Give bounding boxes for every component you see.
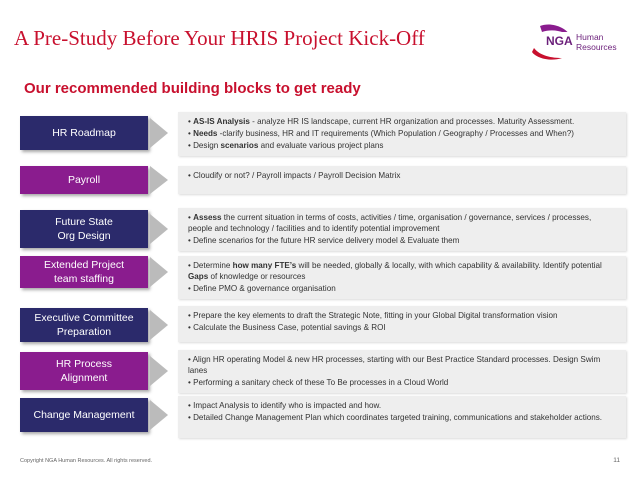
page-number: 11 [613, 457, 620, 464]
bullet-keyword: Gaps [188, 272, 209, 281]
description-bullet [188, 354, 616, 376]
nga-logo [526, 22, 626, 62]
chevron-right-icon [150, 214, 168, 244]
block-label-line: Alignment [60, 372, 108, 384]
logo-subtitle-line1: Human [576, 32, 604, 42]
description-bullet [188, 310, 616, 321]
block-label-box [20, 308, 148, 342]
block-label-line: HR Process [55, 358, 112, 370]
bullet-text: • Detailed Change Management Plan which coordinates targeted training, communications and stakeholder actions. [188, 413, 603, 422]
chevron-right-icon [150, 356, 168, 386]
logo-subtitle-line2: Resources [576, 42, 617, 52]
chevron-right-icon [150, 166, 168, 194]
bullet-text: • Determine [188, 261, 233, 270]
block-description [178, 350, 626, 393]
bullet-text: and evaluate various project plans [258, 141, 384, 150]
chevron-right-icon [150, 257, 168, 287]
description-bullet [188, 116, 616, 127]
block-description [178, 166, 626, 194]
block-label-box [20, 352, 148, 390]
bullet-text: the current situation in terms of costs, activities / time, organisation / governance, services / processes, people and technology / facilities and to identify potential improvement [188, 213, 592, 233]
bullet-text: • Calculate the Business Case, potential savings & ROI [188, 323, 386, 332]
bullet-text: • Define PMO & governance organisation [188, 284, 336, 293]
bullet-keyword: how many FTE’s [232, 261, 297, 270]
page-title: A Pre-Study Before Your HRIS Project Kick-Off [14, 26, 425, 50]
block-label-line: Future State [55, 216, 113, 228]
description-bullet [188, 235, 616, 246]
bullet-text: -clarify business, HR and IT requirements (Which Population / Geography / Processes and When?) [217, 129, 574, 138]
bullet-text: • Cloudify or not? / Payroll impacts / Payroll Decision Matrix [188, 171, 401, 180]
description-bullet [188, 128, 616, 139]
section-subtitle: Our recommended building blocks to get ready [24, 80, 361, 97]
description-bullet [188, 377, 616, 388]
bullet-text: of knowledge or resources [208, 272, 306, 281]
bullet-keyword: scenarios [220, 141, 259, 150]
description-bullet [188, 170, 616, 181]
bullet-text: will be needed, globally & locally, with which capability & availability. Identify potential [296, 261, 602, 270]
bullet-text: • [188, 129, 194, 138]
block-description [178, 396, 626, 438]
bullet-keyword: AS-IS Analysis [193, 117, 250, 126]
bullet-text: • Prepare the key elements to draft the Strategic Note, fitting in your Global Digital transformation vision [188, 311, 558, 320]
copyright-footer: Copyright NGA Human Resources. All rights reserved. [20, 458, 153, 464]
description-bullet [188, 212, 616, 234]
block-label-box [20, 256, 148, 288]
block-label-line: Executive Committee [34, 312, 134, 324]
description-bullet [188, 260, 616, 282]
block-label-box [20, 116, 148, 150]
logo-wordmark: NGA [546, 34, 573, 48]
block-label-line: Payroll [67, 174, 101, 186]
bullet-keyword: Needs [193, 129, 218, 138]
bullet-keyword: Assess [193, 213, 222, 222]
block-label-box [20, 398, 148, 432]
block-label-line: HR Roadmap [52, 127, 116, 139]
bullet-text: • [188, 213, 194, 222]
description-bullet [188, 412, 616, 423]
block-label-line: Preparation [56, 326, 112, 338]
chevron-right-icon [150, 400, 168, 430]
block-label-line: Change Management [33, 409, 135, 421]
bullet-text: • Performing a sanitary check of these To Be processes in a Cloud World [188, 378, 449, 387]
block-label-box [20, 210, 148, 248]
block-description [178, 306, 626, 342]
block-description [178, 112, 626, 156]
bullet-text: • Impact Analysis to identify who is impacted and how. [188, 401, 382, 410]
block-label-line: team staffing [54, 273, 114, 285]
description-bullet [188, 322, 616, 333]
block-label-line: Org Design [57, 230, 111, 242]
bullet-text: - analyze HR IS landscape, current HR organization and processes. Maturity Assessment. [249, 117, 575, 126]
bullet-text: • Design [188, 141, 221, 150]
chevron-right-icon [150, 118, 168, 148]
bullet-text: • Define scenarios for the future HR service delivery model & Evaluate them [188, 236, 460, 245]
bullet-text: • [188, 117, 194, 126]
description-bullet [188, 283, 616, 294]
block-label-box [20, 166, 148, 194]
bullet-text: • Align HR operating Model & new HR processes, starting with our Best Practice Standard processes. Design Swim lanes [188, 355, 601, 375]
description-bullet [188, 140, 616, 151]
block-description [178, 256, 626, 299]
block-label-line: Extended Project [44, 259, 124, 271]
description-bullet [188, 400, 616, 411]
block-description [178, 208, 626, 251]
chevron-right-icon [150, 310, 168, 340]
